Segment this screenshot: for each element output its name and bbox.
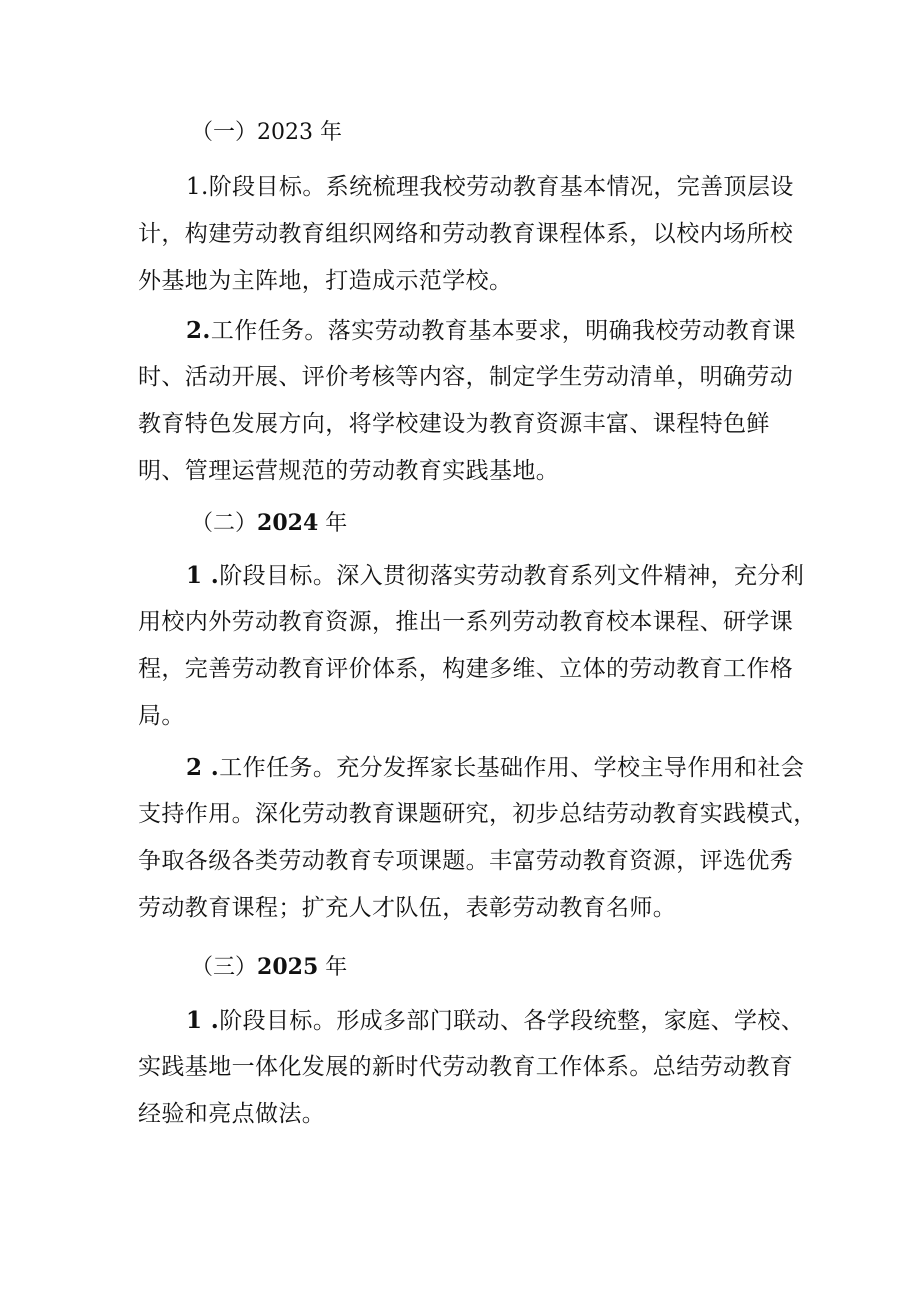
section-heading-2023	[191, 118, 342, 148]
line-text: 阶段目标。形成多部门联动、各学段统整，家庭、学校、	[219, 1008, 805, 1034]
heading-year: 2024	[257, 510, 319, 536]
line-text: 阶段目标。系统梳理我校劳动教育基本情况，完善顶层设	[208, 174, 794, 200]
paragraph-line	[138, 164, 828, 211]
paragraph-line: 程，完善劳动教育评价体系，构建多维、立体的劳动教育工作格	[138, 656, 794, 682]
paragraph-line: 局。	[138, 703, 185, 729]
item-number: 1 .	[186, 562, 220, 589]
paragraph-2023-task	[138, 307, 828, 495]
item-number: 1 .	[186, 1007, 220, 1034]
paragraph-line: 用校内外劳动教育资源，推出一系列劳动教育校本课程、研学课	[138, 609, 794, 635]
paragraph-line: 实践基地一体化发展的新时代劳动教育工作体系。总结劳动教育	[138, 1054, 794, 1080]
paragraph-line	[138, 307, 828, 354]
section-heading-2025	[191, 952, 347, 983]
paragraph-line	[138, 552, 828, 599]
paragraph-line	[138, 997, 828, 1044]
paragraph-line: 经验和亮点做法。	[138, 1101, 326, 1127]
heading-prefix: （三）	[191, 955, 258, 980]
paragraph-line	[138, 744, 828, 791]
line-text: 工作任务。落实劳动教育基本要求，明确我校劳动教育课	[210, 318, 796, 344]
item-number: 2.	[186, 317, 211, 344]
paragraph-line: 教育特色发展方向，将学校建设为教育资源丰富、课程特色鲜	[138, 411, 770, 437]
item-number: 2 .	[186, 754, 220, 781]
heading-suffix: 年	[325, 511, 348, 536]
item-number: 1.	[186, 174, 209, 200]
paragraph-2023-goal	[138, 164, 828, 305]
paragraph-line: 外基地为主阵地，打造成示范学校。	[138, 268, 513, 294]
paragraph-line: 支持作用。深化劳动教育课题研究，初步总结劳动教育实践模式，	[138, 801, 817, 827]
heading-suffix: 年	[320, 120, 343, 145]
heading-prefix: （二）	[191, 511, 258, 536]
heading-year: 2025	[257, 954, 319, 980]
heading-prefix: （一）	[191, 120, 258, 145]
paragraph-line: 劳动教育课程；扩充人才队伍，表彰劳动教育名师。	[138, 895, 677, 921]
paragraph-line: 争取各级各类劳动教育专项课题。丰富劳动教育资源，评选优秀	[138, 848, 794, 874]
paragraph-line: 明、管理运营规范的劳动教育实践基地。	[138, 458, 560, 484]
paragraph-2024-task	[138, 744, 828, 932]
paragraph-line: 计，构建劳动教育组织网络和劳动教育课程体系，以校内场所校	[138, 221, 794, 247]
paragraph-2024-goal	[138, 552, 828, 740]
section-heading-2024	[191, 508, 347, 539]
line-text: 阶段目标。深入贯彻落实劳动教育系列文件精神，充分利	[219, 563, 805, 589]
heading-year: 2023	[257, 120, 314, 145]
heading-suffix: 年	[325, 955, 348, 980]
paragraph-line: 时、活动开展、评价考核等内容，制定学生劳动清单，明确劳动	[138, 364, 794, 390]
paragraph-2025-goal	[138, 997, 828, 1138]
line-text: 工作任务。充分发挥家长基础作用、学校主导作用和社会	[219, 755, 805, 781]
